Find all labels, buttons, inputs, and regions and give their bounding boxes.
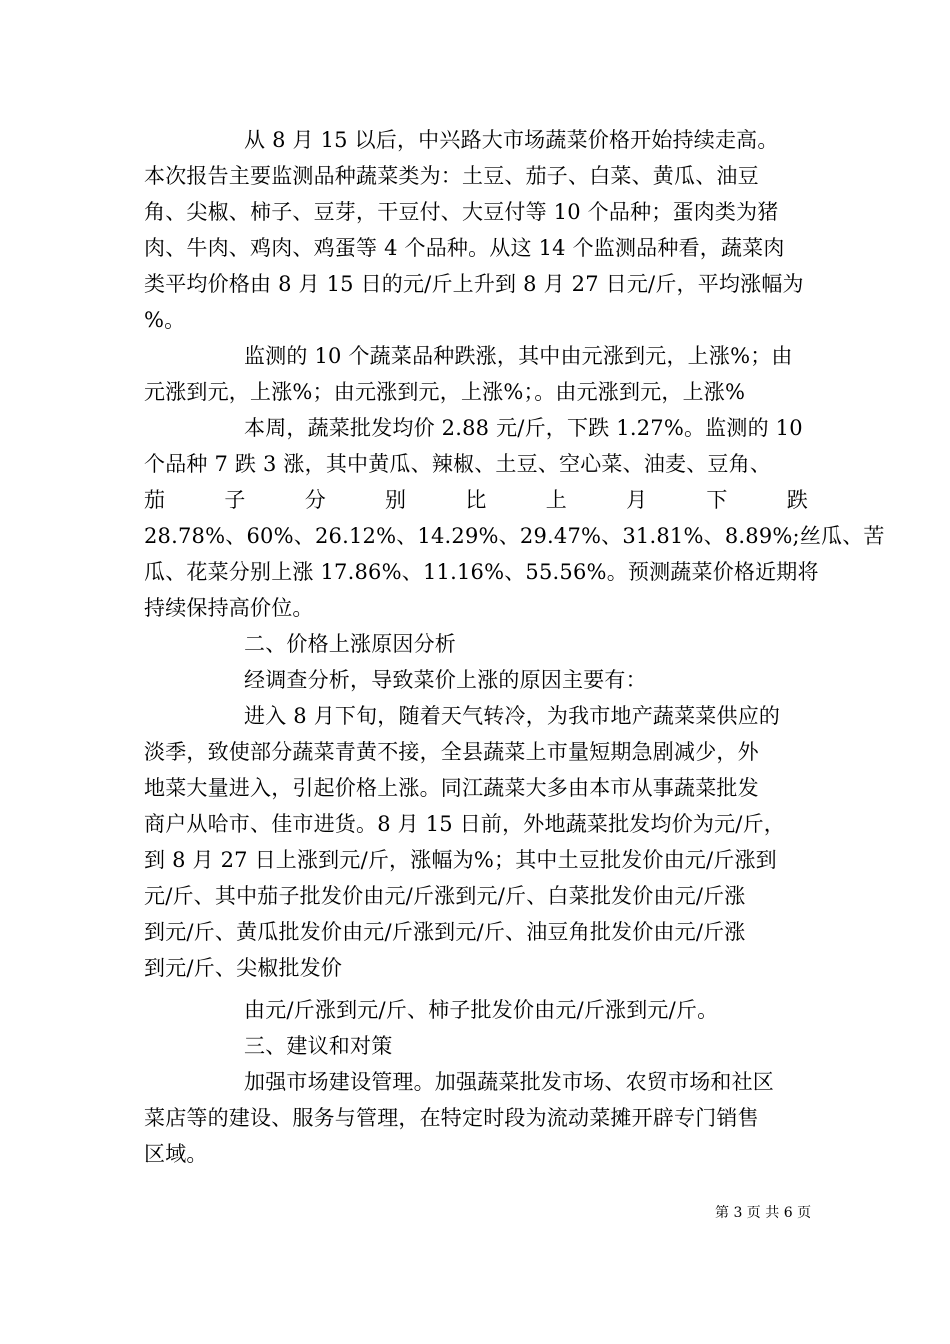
spread-char: 下: [706, 488, 728, 512]
paragraph-line: 到元/斤、尖椒批发价: [144, 956, 343, 980]
paragraph-line: 从 8 月 15 以后，中兴路大市场蔬菜价格开始持续走高。: [244, 128, 779, 152]
paragraph-line: 元/斤、其中茄子批发价由元/斤涨到元/斤、白菜批发价由元/斤涨: [144, 884, 746, 908]
spread-char: 子: [224, 488, 246, 512]
spread-char: 跌: [786, 488, 808, 512]
paragraph-line: 监测的 10 个蔬菜品种跌涨，其中由元涨到元，上涨%；由: [244, 344, 793, 368]
paragraph-line: 淡季，致使部分蔬菜青黄不接，全县蔬菜上市量短期急剧减少，外: [144, 740, 759, 764]
section-heading: 二、价格上涨原因分析: [244, 632, 456, 656]
paragraph-line: 加强市场建设管理。加强蔬菜批发市场、农贸市场和社区: [244, 1070, 774, 1094]
paragraph-line: 区域。: [144, 1142, 208, 1166]
paragraph-line: 由元/斤涨到元/斤、柿子批发价由元/斤涨到元/斤。: [244, 998, 719, 1022]
paragraph-line: 到 8 月 27 日上涨到元/斤，涨幅为%；其中土豆批发价由元/斤涨到: [144, 848, 777, 872]
paragraph-line: 本周，蔬菜批发均价 2.88 元/斤，下跌 1.27%。监测的 10: [244, 416, 803, 440]
page-number-footer: 第 3 页 共 6 页: [715, 1205, 812, 1221]
spread-line: [144, 482, 808, 518]
paragraph-line: 持续保持高价位。: [144, 596, 314, 620]
paragraph-line: 到元/斤、黄瓜批发价由元/斤涨到元/斤、油豆角批发价由元/斤涨: [144, 920, 746, 944]
spread-char: 分: [304, 488, 326, 512]
paragraph-line: 肉、牛肉、鸡肉、鸡蛋等 4 个品种。从这 14 个监测品种看，蔬菜肉: [144, 236, 785, 260]
paragraph-line: 类平均价格由 8 月 15 日的元/斤上升到 8 月 27 日元/斤，平均涨幅为: [144, 272, 804, 296]
spread-char: 比: [465, 488, 487, 512]
spread-char: 茄: [144, 488, 166, 512]
paragraph-line: 经调查分析，导致菜价上涨的原因主要有：: [244, 668, 647, 692]
paragraph-line: 28.78%、60%、26.12%、14.29%、29.47%、31.81%、8.89%;丝瓜、苦: [144, 524, 885, 548]
paragraph-line: 进入 8 月下旬，随着天气转冷，为我市地产蔬菜菜供应的: [244, 704, 781, 728]
spread-char: 别: [385, 488, 407, 512]
paragraph-line: 商户从哈市、佳市进货。8 月 15 日前，外地蔬菜批发均价为元/斤，: [144, 812, 785, 836]
spread-char: 月: [626, 488, 648, 512]
section-heading: 三、建议和对策: [244, 1034, 393, 1058]
paragraph-line: 瓜、花菜分别上涨 17.86%、11.16%、55.56%。预测蔬菜价格近期将: [144, 560, 819, 584]
paragraph-line: 个品种 7 跌 3 涨，其中黄瓜、辣椒、土豆、空心菜、油麦、豆角、: [144, 452, 772, 476]
spread-char: 上: [545, 488, 567, 512]
paragraph-line: 地菜大量进入，引起价格上涨。同江蔬菜大多由本市从事蔬菜批发: [144, 776, 759, 800]
paragraph-line: 角、尖椒、柿子、豆芽，干豆付、大豆付等 10 个品种；蛋肉类为猪: [144, 200, 779, 224]
paragraph-line: 本次报告主要监测品种蔬菜类为：土豆、茄子、白菜、黄瓜、油豆: [144, 164, 759, 188]
paragraph-line: 元涨到元，上涨%；由元涨到元，上涨%；。由元涨到元，上涨%: [144, 380, 746, 404]
paragraph-line: 菜店等的建设、服务与管理，在特定时段为流动菜摊开辟专门销售: [144, 1106, 759, 1130]
paragraph-line: %。: [144, 308, 186, 332]
